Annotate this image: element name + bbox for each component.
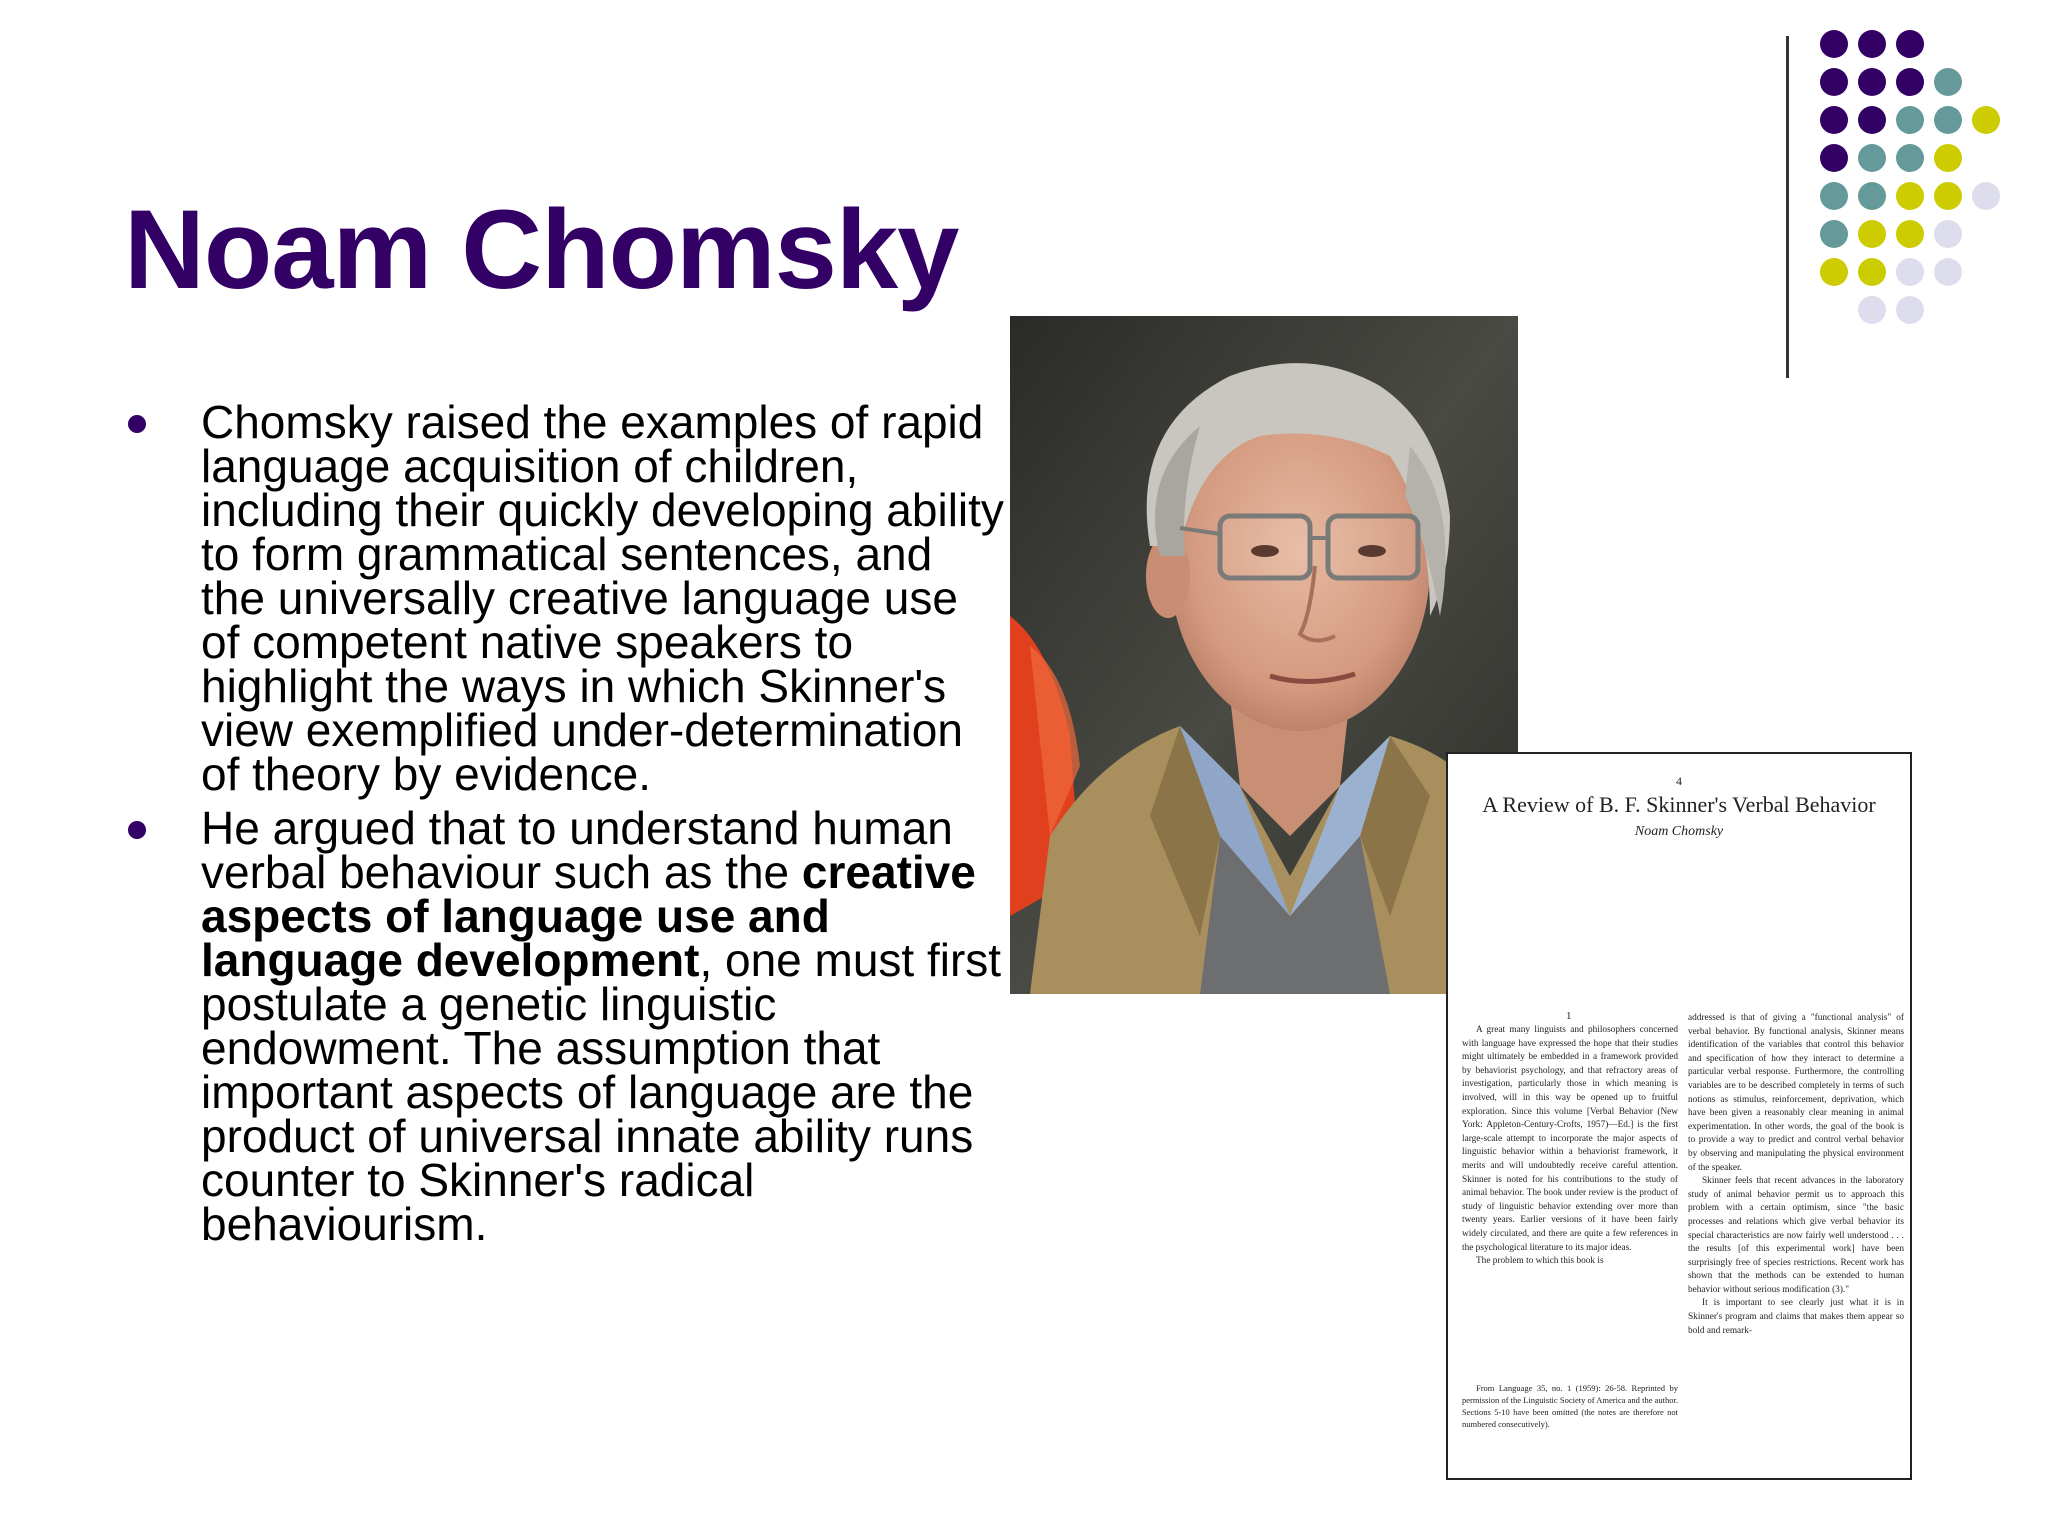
bullet-list (124, 396, 1004, 1250)
bullet-text: Chomsky raised the examples of rapid language acquisition of children, including their quickly developing ability to form grammatical sentences, and the universally creative language use of competent native speakers to highlight the ways in which Skinner's view exemplified under-determination of theory by evidence. (201, 396, 1004, 800)
decorative-dot-icon (1820, 182, 1848, 210)
paper-paragraph: It is important to see clearly just what it is in Skinner's program and claims that makes them appear so bold and remark- (1688, 1298, 1904, 1336)
decorative-dot-icon (1820, 144, 1848, 172)
bullet-text-start: He argued that to understand human verbal behaviour such as the (201, 802, 953, 898)
paper-paragraph: The problem to which this book is (1476, 1256, 1604, 1267)
decorative-dot-icon (1858, 182, 1886, 210)
decorative-dot-grid (1820, 30, 2040, 330)
decorative-dot-icon (1896, 258, 1924, 286)
decorative-dot-icon (1858, 68, 1886, 96)
decorative-dot-icon (1934, 144, 1962, 172)
paper-paragraph: addressed is that of giving a "functional analysis" of verbal behavior. By functional analysis, Skinner means identification of the variables that control this behavior and specification of how they interact to determine a particular verbal response. Furthermore, the controlling variables are to be described completely in terms of such notions as stimulus, reinforcement, deprivation, which have been given a reasonably clear meaning in animal experimentation. In other words, the goal of the book is to provide a way to predict and control verbal behavior by observing and manipulating the physical environment of the speaker. (1688, 1013, 1904, 1173)
decorative-dot-icon (1896, 144, 1924, 172)
decorative-dot-icon (1858, 258, 1886, 286)
decorative-dot-icon (1934, 106, 1962, 134)
decorative-dot-icon (1896, 30, 1924, 58)
paper-author: Noam Chomsky (1634, 824, 1724, 839)
paper-paragraph: Skinner feels that recent advances in the laboratory study of animal behavior permit us to approach this problem with a certain optimism, since "the basic processes and relations which give verbal behavior its special characteristics are now fairly well understood . . . the results [of this experimental work] have been surprisingly free of species restrictions. Recent work has shown that the methods can be extended to human behavior without serious modification (3)." (1688, 1176, 1904, 1295)
paper-footnote: From Language 35, no. 1 (1959): 26-58. Reprinted by permission of the Linguistic Society of America and the author. Sections 5-10 have been omitted (the notes are therefore not numbered consecutively). (1462, 1383, 1678, 1429)
decorative-dot-icon (1858, 296, 1886, 324)
decorative-dot-icon (1896, 106, 1924, 134)
portrait-photo (1010, 316, 1518, 994)
decorative-dot-icon (1820, 68, 1848, 96)
decorative-dot-icon (1858, 144, 1886, 172)
paper-title: A Review of B. F. Skinner's Verbal Behavior (1482, 792, 1876, 817)
decorative-dot-icon (1972, 182, 2000, 210)
decorative-dot-icon (1934, 68, 1962, 96)
decorative-dot-icon (1896, 68, 1924, 96)
paper-paragraph: A great many linguists and philosophers concerned with language have expressed the hope that their studies might ultimately be embedded in a framework provided by behaviorist psychology, and that refractory areas of investigation, particularly those in which meaning is involved, will in this way be opened up to fruitful exploration. Since this volume [Verbal Behavior (New York: Appleton-Century-Crofts, 1957)—Ed.] is the first large-scale attempt to incorporate the major aspects of linguistic behavior within a behaviorist framework, it merits and will undoubtedly receive careful attention. Skinner is noted for his contributions to the study of animal behavior. The book under review is the product of study of linguistic behavior extending over more than twenty years. Earlier versions of it have been fairly widely circulated, and there are quite a few references in the psychological literature to its major ideas. (1462, 1025, 1678, 1253)
decorative-dot-icon (1820, 30, 1848, 58)
paper-page-number: 4 (1676, 774, 1682, 788)
decorative-dot-icon (1858, 30, 1886, 58)
paper-section-number: 1 (1566, 1010, 1572, 1022)
decorative-dot-icon (1820, 106, 1848, 134)
decorative-dot-icon (1934, 258, 1962, 286)
decorative-dot-icon (1858, 220, 1886, 248)
bullet-item (124, 802, 1004, 1250)
portrait-illustration (1010, 316, 1518, 994)
paper-right-column (1688, 1012, 1904, 1338)
decorative-dot-icon (1896, 296, 1924, 324)
bullet-icon (128, 415, 146, 433)
bullet-text-bold: creative aspects of language use and language development (201, 846, 976, 986)
paper-scan (1446, 752, 1912, 1480)
decorative-dot-icon (1820, 220, 1848, 248)
bullet-icon (128, 821, 146, 839)
decorative-dot-icon (1934, 220, 1962, 248)
decorative-dot-icon (1896, 220, 1924, 248)
decorative-dot-icon (1820, 258, 1848, 286)
decorative-dot-icon (1858, 106, 1886, 134)
slide-title: Noam Chomsky (124, 187, 959, 312)
divider-line (1786, 36, 1789, 378)
decorative-dot-icon (1896, 182, 1924, 210)
bullet-text-end: , one must first postulate a genetic linguistic endowment. The assumption that important aspects of language are the product of universal innate ability runs counter to Skinner's radical behaviourism. (201, 934, 1002, 1250)
decorative-dot-icon (1934, 182, 1962, 210)
bullet-item (124, 396, 1004, 800)
paper-left-column (1462, 1024, 1678, 1269)
decorative-dot-icon (1972, 106, 2000, 134)
